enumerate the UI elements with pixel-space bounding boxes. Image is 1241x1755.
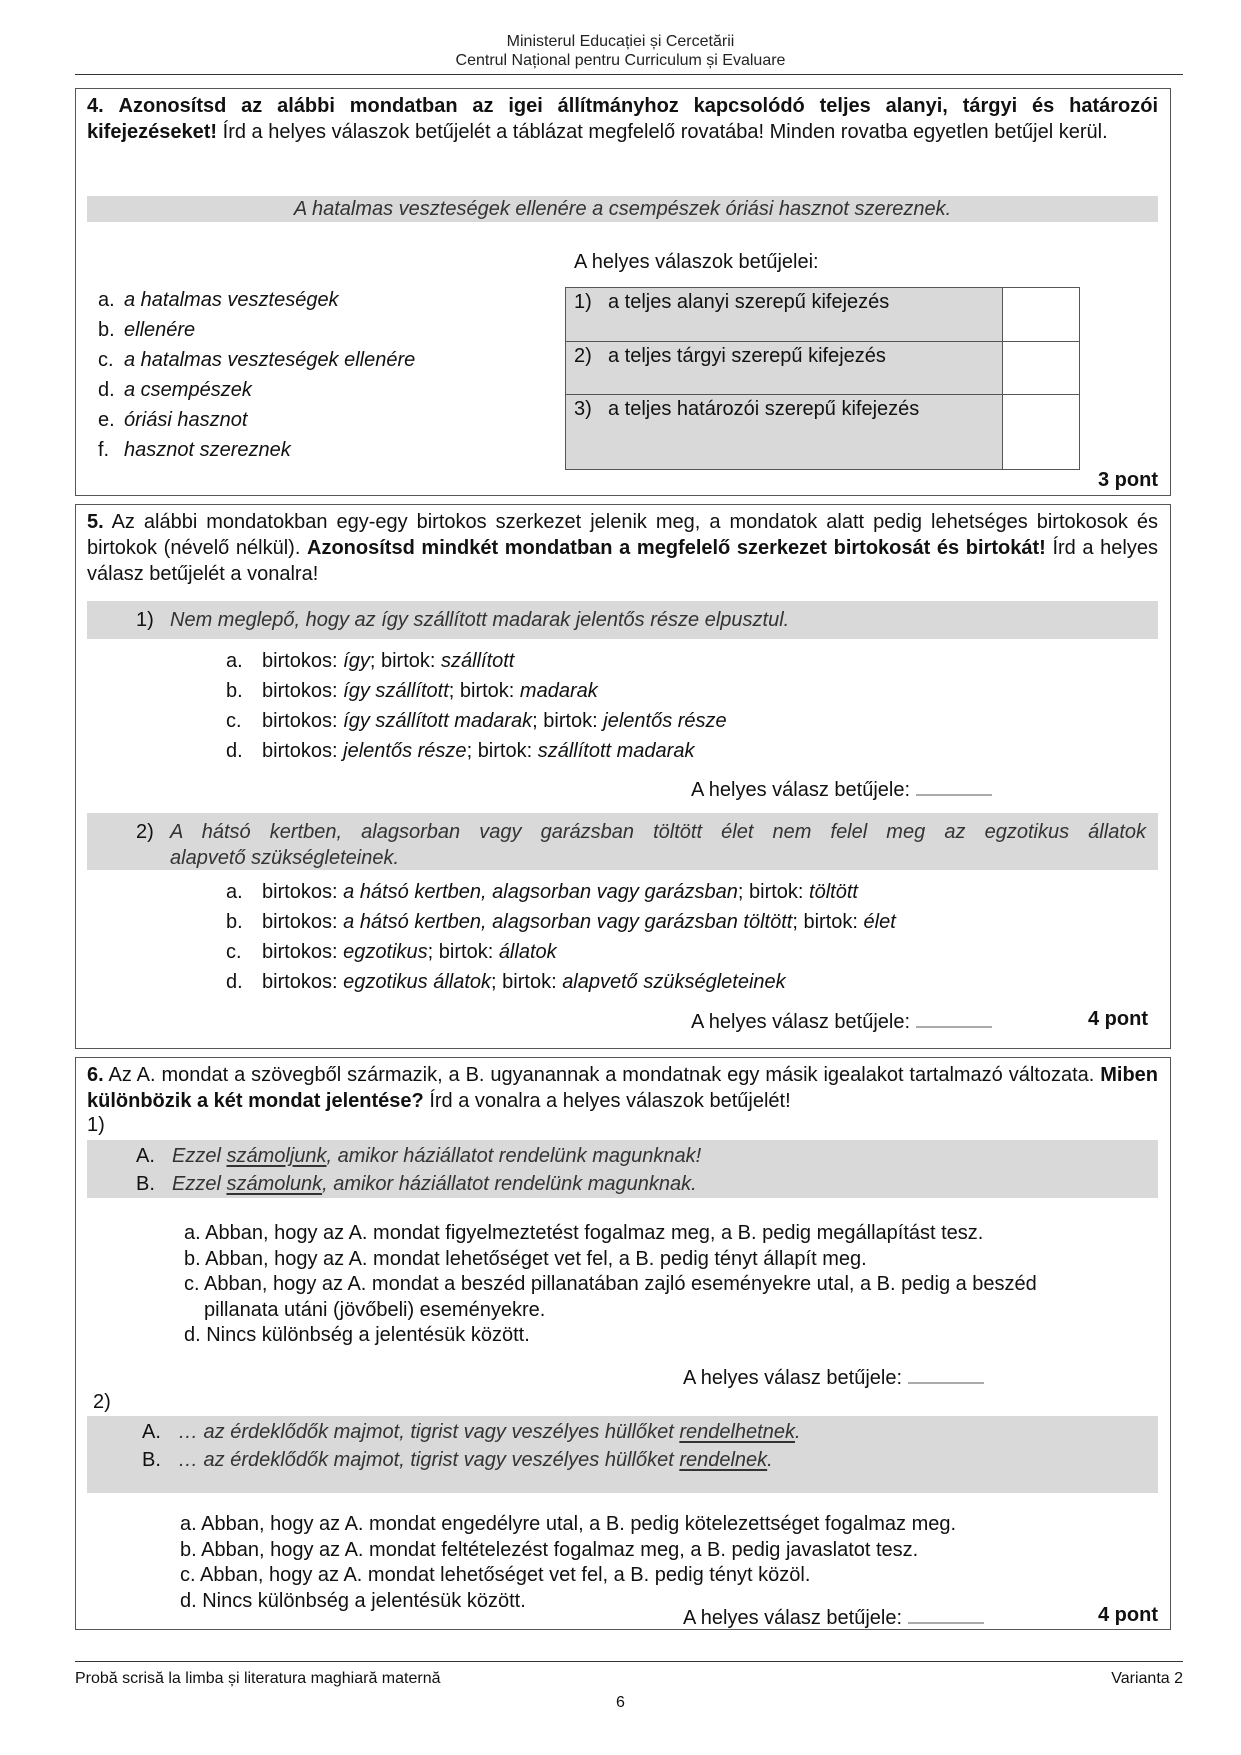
option-d: d. Nincs különbség a jelentésük között.	[180, 1589, 526, 1612]
option-d: d. Nincs különbség a jelentésük között.	[184, 1324, 530, 1346]
sentence-B: B. Ezzel számolunk, amikor háziállatot rendelünk magunknak.	[136, 1173, 697, 1195]
table-row	[566, 342, 1080, 395]
sentence-2-options	[226, 877, 896, 997]
option-b: b. birtokos: a hátsó kertben, alagsorban vagy garázsban töltött; birtok: élet	[226, 911, 896, 933]
answer-blank-2[interactable]	[908, 1604, 984, 1624]
underlined-verb: számoljunk	[226, 1145, 327, 1167]
sentence-1-panel	[87, 601, 1158, 639]
sentence-2-panel	[87, 813, 1158, 870]
instruction-text: Az A. mondat a szövegből származik, a B. ugyanannak a mondatnak egy másik igealakot tartalmazó változata.	[108, 1064, 1095, 1086]
item-1-number: 1)	[87, 1114, 105, 1136]
option-b: b. birtokos: így szállított; birtok: madarak	[226, 680, 598, 702]
answer-line-1: A helyes válasz betűjele:	[691, 776, 992, 802]
header-divider	[75, 74, 1183, 75]
table-row-label: 2) a teljes tárgyi szerepű kifejezés	[566, 342, 1003, 395]
sentence-B: B. … az érdeklődők majmot, tigrist vagy veszélyes hüllőket rendelnek.	[142, 1449, 773, 1471]
option-a: a. birtokos: a hátsó kertben, alagsorban vagy garázsban; birtok: töltött	[226, 881, 858, 903]
option-c: c. birtokos: így szállított madarak; birtok: jelentős része	[226, 710, 727, 732]
header-center: Centrul Național pentru Curriculum și Evaluare	[455, 52, 786, 69]
question-number: 5.	[87, 511, 104, 533]
example-sentence: A hatalmas veszteségek ellenére a csempészek óriási hasznot szereznek.	[87, 196, 1158, 222]
page-number: 6	[616, 1694, 625, 1711]
sentence-1-options	[226, 646, 727, 766]
question-number: 4.	[87, 95, 104, 117]
option-d: d. birtokos: jelentős része; birtok: szállított madarak	[226, 740, 695, 762]
footer-divider	[75, 1661, 1183, 1662]
option-a: a. Abban, hogy az A. mondat engedélyre utal, a B. pedig kötelezettséget fogalmaz meg.	[180, 1513, 957, 1535]
question-number: 6.	[87, 1064, 104, 1086]
underlined-verb: rendelnek	[679, 1449, 768, 1471]
points-label: 4 pont	[1098, 1604, 1158, 1626]
instruction-text: Írd a helyes válaszok betűjelét a táblázat megfelelő rovatába! Minden rovatba egyetlen betűjel kerül.	[222, 121, 1108, 143]
answer-blank-1[interactable]	[916, 776, 992, 796]
option-list	[98, 285, 415, 465]
question-4-instruction	[87, 93, 1158, 145]
answer-cell-1[interactable]	[1003, 288, 1080, 342]
item-2-number: 2)	[93, 1391, 111, 1413]
sentence-1: 1) Nem meglepő, hogy az így szállított madarak jelentős része elpusztul.	[136, 609, 790, 631]
instruction-text-rest: Írd a helyes válasz betűjelét a vonalra!	[87, 537, 1158, 585]
table-row-label: 3) a teljes határozói szerepű kifejezés	[566, 395, 1003, 470]
option-c: c. Abban, hogy az A. mondat lehetőséget vet fel, a B. pedig tényt közöl.	[180, 1564, 811, 1586]
footer-variant: Varianta 2	[1111, 1670, 1183, 1687]
instruction-text: Az alábbi mondatokban egy-egy birtokos szerkezet jelenik meg, a mondatok alatt pedig lehetséges birtokosok és birtokok (névelő nélkül).	[87, 511, 1158, 559]
question-5-box	[75, 504, 1171, 1049]
option-a: a. Abban, hogy az A. mondat figyelmeztetést fogalmaz meg, a B. pedig megállapítást tesz.	[184, 1222, 984, 1244]
points-label: 3 pont	[1098, 469, 1158, 491]
underlined-verb: rendelhetnek	[679, 1421, 795, 1443]
points-label: 4 pont	[1088, 1008, 1148, 1030]
sentence-2: 2) A hátsó kertben, alagsorban vagy garázsban töltött élet nem felel meg az egzotikus állatok alapvető szükségleteinek.	[136, 821, 1146, 869]
question-4-box	[75, 88, 1171, 496]
option-a: a. a hatalmas veszteségek	[98, 289, 339, 311]
answer-cell-3[interactable]	[1003, 395, 1080, 470]
option-b: b. ellenére	[98, 319, 196, 341]
option-b: b. Abban, hogy az A. mondat feltételezést fogalmaz meg, a B. pedig javaslatot tesz.	[180, 1538, 919, 1561]
answer-blank-1[interactable]	[908, 1364, 984, 1384]
option-d: d. birtokos: egzotikus állatok; birtok: alapvető szükségleteinek	[226, 971, 786, 993]
question-6-instruction	[87, 1062, 1158, 1114]
option-e: e. óriási hasznot	[98, 409, 248, 431]
option-c: c. birtokos: egzotikus; birtok: állatok	[226, 941, 557, 963]
option-d: d. a csempészek	[98, 379, 252, 401]
item-2-options	[180, 1512, 956, 1614]
option-a: a. birtokos: így; birtok: szállított	[226, 650, 515, 672]
option-c: c. a hatalmas veszteségek ellenére	[98, 349, 416, 371]
footer-exam-name: Probă scrisă la limba și literatura maghiară maternă	[75, 1670, 441, 1687]
header-ministry: Ministerul Educației și Cercetării	[506, 33, 735, 50]
table-row-label: 1) a teljes alanyi szerepű kifejezés	[566, 288, 1003, 342]
item-1-options	[184, 1221, 1037, 1349]
answer-line-1: A helyes válasz betűjele:	[683, 1364, 984, 1390]
answer-blank-2[interactable]	[916, 1008, 992, 1028]
question-6-box	[75, 1057, 1171, 1630]
option-f: f. hasznot szereznek	[98, 439, 291, 461]
answer-table	[565, 287, 1080, 470]
instruction-bold: Azonosítsd mindkét mondatban a megfelelő szerkezet birtokosát és birtokát!	[307, 537, 1046, 559]
table-row	[566, 288, 1080, 342]
question-5-instruction	[87, 509, 1158, 587]
sentence-A: A. … az érdeklődők majmot, tigrist vagy veszélyes hüllőket rendelhetnek.	[142, 1421, 801, 1443]
option-c-continued: pillanata utáni (jövőbeli) eseményekre.	[204, 1298, 546, 1321]
answer-line-2: A helyes válasz betűjele:	[691, 1008, 992, 1034]
item-2-sentences-panel	[87, 1416, 1158, 1493]
sentence-A: A. Ezzel számoljunk, amikor háziállatot rendelünk magunknak!	[136, 1145, 702, 1167]
table-row	[566, 395, 1080, 470]
item-1-sentences-panel	[87, 1140, 1158, 1198]
option-b: b. Abban, hogy az A. mondat lehetőséget vet fel, a B. pedig tényt állapít meg.	[184, 1247, 867, 1270]
answer-line-2: A helyes válasz betűjele:	[683, 1604, 984, 1630]
instruction-text-rest: Írd a vonalra a helyes válaszok betűjelét!	[429, 1090, 791, 1112]
instruction-bold: Azonosítsd az alábbi mondatban az igei állítmányhoz kapcsolódó teljes alanyi, tárgyi és határozói kifejezéseket!	[87, 95, 1158, 143]
option-c: c. Abban, hogy az A. mondat a beszéd pillanatában zajló eseményekre utal, a B. pedig a beszéd	[184, 1273, 1037, 1295]
answer-table-title: A helyes válaszok betűjelei:	[574, 251, 819, 273]
answer-cell-2[interactable]	[1003, 342, 1080, 395]
instruction-bold: Miben különbözik a két mondat jelentése?	[87, 1064, 1159, 1112]
underlined-verb: számolunk	[226, 1173, 323, 1195]
